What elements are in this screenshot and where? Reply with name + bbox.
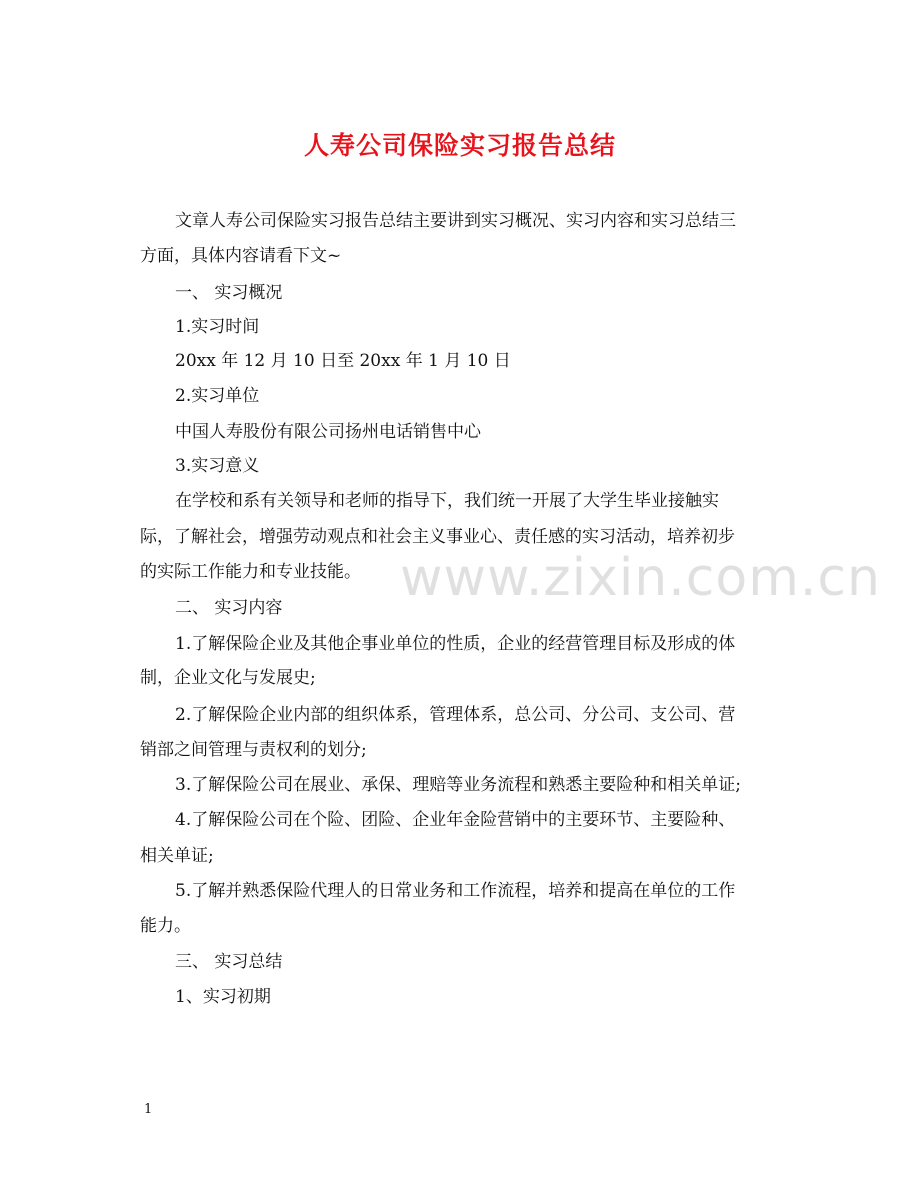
paragraph-line: 2.了解保险企业内部的组织体系，管理体系，总公司、分公司、支公司、营: [175, 705, 736, 725]
paragraph-line: 4.了解保险公司在个险、团险、企业年金险营销中的主要环节、主要险种、: [175, 810, 736, 830]
subsection-heading: 1、实习初期: [175, 987, 271, 1007]
paragraph-line: 5.了解并熟悉保险代理人的日常业务和工作流程，培养和提高在单位的工作: [175, 881, 736, 901]
paragraph-line: 中国人寿股份有限公司扬州电话销售中心: [175, 422, 481, 442]
paragraph-line: 3.了解保险公司在展业、承保、理赔等业务流程和熟悉主要险种和相关单证;: [175, 775, 741, 795]
section-heading: 二、 实习内容: [175, 598, 283, 618]
watermark: www.zixin.com.cn: [400, 548, 881, 608]
paragraph-line: 相关单证;: [140, 846, 214, 866]
paragraph-line: 文章人寿公司保险实习报告总结主要讲到实习概况、实习内容和实习总结三: [175, 211, 736, 231]
section-heading: 三、 实习总结: [175, 952, 283, 972]
paragraph-line: 1.了解保险企业及其他企事业单位的性质，企业的经营管理目标及形成的体: [175, 634, 736, 654]
paragraph-line: 方面，具体内容请看下文~: [140, 246, 342, 266]
paragraph-line: 能力。: [140, 916, 191, 936]
subsection-heading: 1.实习时间: [175, 317, 260, 337]
document-title: 人寿公司保险实习报告总结: [303, 131, 616, 160]
subsection-heading: 3.实习意义: [175, 456, 260, 476]
paragraph-line: 的实际工作能力和专业技能。: [140, 562, 361, 582]
subsection-heading: 2.实习单位: [175, 386, 260, 406]
paragraph-line: 20xx 年 12 月 10 日至 20xx 年 1 月 10 日: [175, 351, 511, 371]
paragraph-line: 在学校和系有关领导和老师的指导下，我们统一开展了大学生毕业接触实: [175, 491, 719, 511]
paragraph-line: 制，企业文化与发展史;: [140, 668, 316, 688]
section-heading: 一、 实习概况: [175, 283, 283, 303]
paragraph-line: 际，了解社会，增强劳动观点和社会主义事业心、责任感的实习活动，培养初步: [140, 527, 735, 547]
paragraph-line: 销部之间管理与责权利的划分;: [140, 740, 367, 760]
page-number: 1: [144, 1102, 153, 1117]
